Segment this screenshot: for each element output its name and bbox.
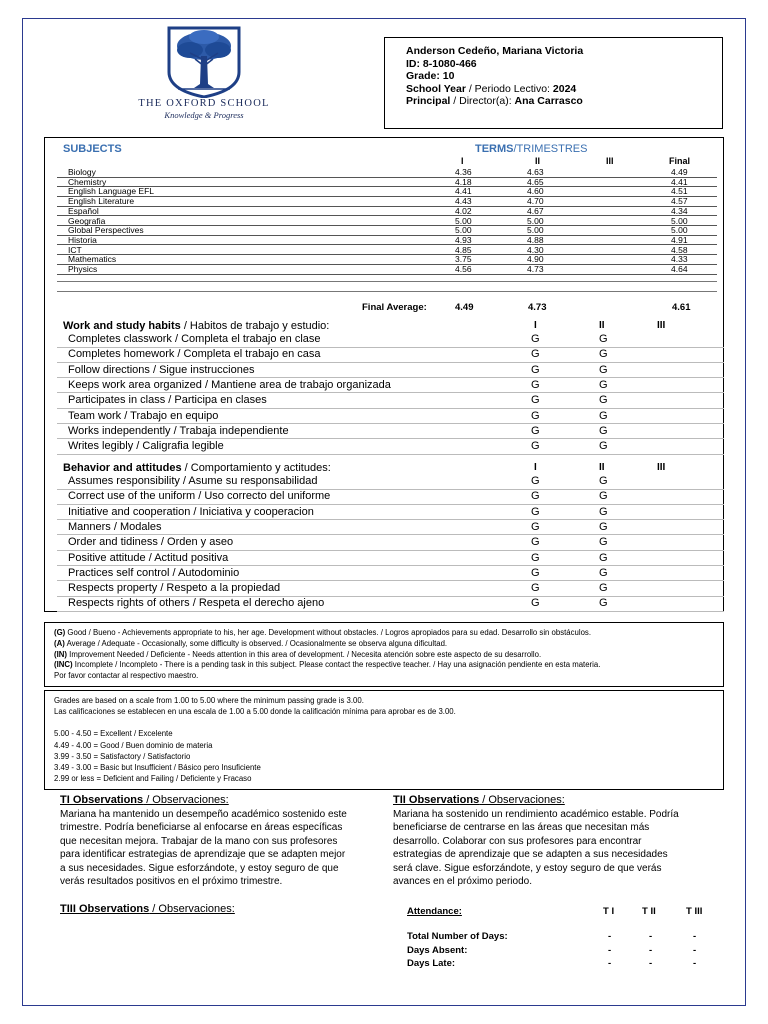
grade-t1: 4.85 <box>455 244 472 255</box>
legend-text: Good / Bueno - Achievements appropriate to his, her age. Development without obstacles. / Logros apropiados para su edad. Desarrollo sin obstáculos. <box>65 628 591 637</box>
habit-grade-t2: G <box>599 378 608 391</box>
habit-grade-t1: G <box>531 378 540 391</box>
subject-name: Chemistry <box>68 176 107 187</box>
habit-row <box>57 378 724 394</box>
school-year-line <box>406 83 722 96</box>
scale-range: 5.00 - 4.50 = Excellent / Excelente <box>54 729 173 739</box>
grade-t2: 4.63 <box>527 167 544 177</box>
subject-name: Historia <box>68 234 97 245</box>
grade-t1: 4.36 <box>455 167 472 177</box>
behavior-grade-t1: G <box>531 536 540 549</box>
behavior-grade-t1: G <box>531 505 540 518</box>
behavior-grade-t2: G <box>599 566 608 579</box>
grade-t2: 4.88 <box>527 234 544 245</box>
habit-label: Follow directions / Sigue instrucciones <box>68 363 255 376</box>
scale-range: 3.99 - 3.50 = Satisfactory / Satisfactorio <box>54 751 191 761</box>
attendance-label: Days Absent: <box>407 944 468 956</box>
subject-row <box>57 207 717 217</box>
habit-grade-t1: G <box>531 348 540 361</box>
behavior-row <box>57 596 724 612</box>
behavior-row <box>57 551 724 567</box>
habit-grade-t2: G <box>599 409 608 422</box>
habit-grade-t2: G <box>599 424 608 437</box>
scale-range: 4.49 - 4.00 = Good / Buen dominio de materia <box>54 740 213 750</box>
attendance-title: Attendance: <box>407 906 462 917</box>
grade-final: 4.34 <box>671 205 688 216</box>
grade-t1: 4.41 <box>455 186 472 197</box>
legend-item <box>54 660 723 671</box>
subjects-header: SUBJECTS <box>63 143 122 155</box>
subject-name: Biology <box>68 167 96 177</box>
habits-col-1: I <box>534 320 537 331</box>
habit-label: Completes classwork / Completa el trabajo en clase <box>68 333 321 345</box>
attendance-t1: - <box>608 958 612 969</box>
t1-title-es: / Observaciones: <box>143 794 229 806</box>
final-average-t2: 4.73 <box>528 302 547 313</box>
t2-title-en: TII Observations <box>393 794 480 806</box>
grade-t1: 4.93 <box>455 234 472 245</box>
attendance-label: Total Number of Days: <box>407 931 508 942</box>
scale-line-1: Grades are based on a scale from 1.00 to 5.00 where the minimum passing grade is 3.00. <box>54 696 364 705</box>
legend-code: (IN) <box>54 649 67 659</box>
habit-grade-t1: G <box>531 424 540 437</box>
grade-t2: 4.30 <box>527 244 544 255</box>
grade-t1: 5.00 <box>455 225 472 236</box>
behavior-grade-t2: G <box>599 475 608 487</box>
behavior-grade-t2: G <box>599 505 608 518</box>
observation-line: verás resultados positivos en el próximo trimestre. <box>60 876 283 888</box>
behavior-grade-t1: G <box>531 551 540 564</box>
subject-row <box>57 168 717 178</box>
habit-label: Completes homework / Completa el trabajo en casa <box>68 348 321 361</box>
legend-text: Improvement Needed / Deficiente - Needs attention in this area of development. / Necesita atención sobre este aspecto de su desarrollo. <box>67 649 542 659</box>
grade-final: 4.41 <box>671 176 688 187</box>
habit-grade-t2: G <box>599 348 608 361</box>
subject-name: Español <box>68 205 99 216</box>
scale-line-2: Las calificaciones se establecen en una escala de 1.00 a 5.00 donde la calificación mínima para aprobar es de 3.00. <box>54 707 456 717</box>
behavior-row <box>57 474 724 490</box>
student-name: Anderson Cedeño, Mariana Victoria <box>406 45 584 57</box>
year-label: School Year <box>406 82 466 95</box>
legend-code: (INC) <box>54 660 73 670</box>
behavior-label: Initiative and cooperation / Iniciativa y cooperacion <box>68 505 314 518</box>
attendance-t1: - <box>608 931 612 942</box>
subject-row <box>57 246 717 256</box>
behavior-row <box>57 489 724 505</box>
t1-observations-text <box>60 808 347 888</box>
grade-t1: 4.56 <box>455 264 472 274</box>
grade-final: 4.91 <box>671 234 688 245</box>
behavior-label: Correct use of the uniform / Uso correcto del uniforme <box>68 490 331 503</box>
behavior-grade-t2: G <box>599 597 608 610</box>
grade-t1: 4.18 <box>455 176 472 187</box>
behavior-label: Manners / Modales <box>68 520 162 533</box>
t3-title-en: TIII Observations <box>60 903 150 915</box>
habits-col-3: III <box>657 320 666 331</box>
observation-line: estrategias de aprendizaje que se adapten a sus necesidades <box>393 849 668 861</box>
behavior-col-1: I <box>534 462 537 473</box>
attendance-t2: - <box>649 931 653 942</box>
principal-name: Ana Carrasco <box>514 95 583 107</box>
behavior-grade-t1: G <box>531 582 540 595</box>
scale-ranges <box>54 728 723 784</box>
student-info-box <box>384 37 723 129</box>
behavior-label: Assumes responsibility / Asume su responsabilidad <box>68 475 318 487</box>
school-motto: Knowledge & Progress <box>164 110 244 120</box>
student-name-line <box>406 45 722 58</box>
observation-line: Mariana ha mantenido un desempeño académico sostenido este <box>60 809 347 820</box>
terms-en: TERMS <box>475 143 514 155</box>
behavior-row <box>57 505 724 521</box>
subject-name: Physics <box>68 264 98 274</box>
habit-row <box>57 439 724 455</box>
grade-t2: 5.00 <box>527 215 544 226</box>
subject-name: Global Perspectives <box>68 225 144 236</box>
legend-code: (G) <box>54 628 66 637</box>
grade-final: 5.00 <box>671 225 688 236</box>
subject-row <box>57 265 717 275</box>
observation-line: será clave. Sigue esforzándote, y estoy seguro de que verás <box>393 862 662 874</box>
habit-label: Team work / Trabajo en equipo <box>68 409 219 422</box>
observation-line: Mariana ha sostenido un rendimiento académico estable. Podría <box>393 809 679 820</box>
year-label-es: / Periodo Lectivo: <box>465 82 553 95</box>
behavior-col-3: III <box>657 462 666 473</box>
principal-label-es: / Director(a): <box>450 95 515 107</box>
grade-final: 4.33 <box>671 254 688 265</box>
grade-final: 4.51 <box>671 186 688 197</box>
attendance-label: Days Late: <box>407 958 456 969</box>
habit-row <box>57 409 724 425</box>
habit-grade-t1: G <box>531 394 540 407</box>
habit-label: Writes legibly / Caligrafia legible <box>68 440 224 453</box>
behavior-label: Respects rights of others / Respeta el derecho ajeno <box>68 597 325 610</box>
grade-t1: 3.75 <box>455 254 472 265</box>
legend-code: (A) <box>54 638 65 648</box>
attendance-t3: - <box>693 944 697 956</box>
scale-range: 2.99 or less = Deficient and Failing / Deficiente y Fracaso <box>54 774 252 784</box>
observation-line: a sus necesidades. Sigue esforzándote, y estoy seguro de que <box>60 862 339 874</box>
habits-title-es: / Habitos de trabajo y estudio: <box>180 320 330 332</box>
attendance-t3: - <box>693 958 697 969</box>
col-term-2: II <box>535 156 541 166</box>
final-average-final: 4.61 <box>672 302 691 313</box>
subject-name: ICT <box>68 244 82 255</box>
habit-label: Participates in class / Participa en clases <box>68 394 267 407</box>
observation-line: avances en el próximo periodo. <box>393 876 532 888</box>
legend-list <box>54 628 723 671</box>
t2-title-es: / Observaciones: <box>479 794 565 806</box>
legend-item <box>54 628 723 639</box>
grade-label: Grade: <box>406 70 440 82</box>
terms-header <box>475 143 587 155</box>
col-term-3: III <box>606 156 614 166</box>
grade-t2: 4.90 <box>527 254 544 265</box>
divider <box>57 291 717 292</box>
attendance-col-t2: T II <box>642 906 656 917</box>
behavior-grade-t2: G <box>599 582 608 595</box>
principal-line <box>406 95 722 108</box>
behavior-title-es: / Comportamiento y actitudes: <box>181 462 331 474</box>
habit-row <box>57 332 724 348</box>
subject-row <box>57 217 717 227</box>
grade-t1: 5.00 <box>455 215 472 226</box>
behavior-grade-t2: G <box>599 536 608 549</box>
behavior-grade-t2: G <box>599 490 608 503</box>
behavior-grade-t1: G <box>531 475 540 487</box>
legend-last-line: Por favor contactar al respectivo maestro. <box>54 671 199 681</box>
grades-box <box>44 137 724 612</box>
t3-title-es: / Observaciones: <box>149 903 235 915</box>
behavior-label: Respects property / Respeto a la propiedad <box>68 582 281 595</box>
subject-name: Geografia <box>68 215 106 226</box>
grade-t1: 4.02 <box>455 205 472 216</box>
grading-scale-box <box>44 690 724 790</box>
t3-observations-title <box>60 903 235 915</box>
t2-observations-text <box>393 808 679 888</box>
habit-grade-t1: G <box>531 363 540 376</box>
habits-col-2: II <box>599 320 605 331</box>
attendance-t3: - <box>693 931 697 942</box>
behavior-title <box>63 462 331 474</box>
legend-text: Incomplete / Incompleto - There is a pending task in this subject. Please contact the respective teacher. / Hay una asignación pendiente en esta materia. <box>72 660 601 670</box>
grade-final: 4.57 <box>671 196 688 207</box>
subject-row <box>57 178 717 188</box>
habit-grade-t1: G <box>531 409 540 422</box>
behavior-grade-t1: G <box>531 520 540 533</box>
subject-row <box>57 226 717 236</box>
habit-row <box>57 363 724 379</box>
behavior-row <box>57 566 724 582</box>
behavior-col-2: II <box>599 462 605 473</box>
tree-emblem-icon <box>118 26 290 98</box>
grade-t2: 4.67 <box>527 205 544 216</box>
final-average-label: Final Average: <box>362 302 427 313</box>
attendance-col-t1: T I <box>603 906 615 917</box>
t1-title-en: TI Observations <box>60 794 144 806</box>
habit-grade-t2: G <box>599 363 608 376</box>
observation-line: que necesitan mejora. Trabajar de la mano con sus profesores <box>60 835 338 847</box>
student-grade-line <box>406 70 722 83</box>
behavior-grade-t1: G <box>531 566 540 579</box>
habit-row <box>57 424 724 440</box>
attendance-t2: - <box>649 944 653 956</box>
behavior-row <box>57 581 724 597</box>
student-id: 8-1080-466 <box>422 57 477 70</box>
final-average-t1: 4.49 <box>455 302 474 313</box>
behavior-row <box>57 535 724 551</box>
t1-observations-title <box>60 794 229 806</box>
legend-item <box>54 639 723 650</box>
school-year: 2024 <box>552 82 577 95</box>
col-final: Final <box>669 156 691 166</box>
student-id-line <box>406 58 722 71</box>
subject-row <box>57 197 717 207</box>
behavior-label: Practices self control / Autodominio <box>68 566 240 579</box>
subject-row <box>57 187 717 197</box>
observation-line: desarrollo. Colaborar con sus profesores para encontrar <box>393 835 642 847</box>
grade-final: 4.58 <box>671 244 688 255</box>
grade-t2: 4.70 <box>527 196 544 207</box>
subject-name: Mathematics <box>68 254 117 265</box>
attendance-col-t3: T III <box>686 906 703 917</box>
subject-name: English Language EFL <box>68 186 155 197</box>
grade-t2: 5.00 <box>527 225 544 236</box>
id-label: ID: <box>406 57 420 70</box>
attendance-t1: - <box>608 944 612 956</box>
grade-t2: 4.65 <box>527 176 544 187</box>
behavior-grade-t2: G <box>599 551 608 564</box>
t2-observations-title <box>393 794 565 806</box>
behavior-title-en: Behavior and attitudes <box>63 462 182 474</box>
subject-row <box>57 236 717 246</box>
behavior-grade-t1: G <box>531 597 540 610</box>
subject-row <box>57 255 717 265</box>
legend-item <box>54 650 723 661</box>
habits-title <box>63 320 329 332</box>
habit-row <box>57 347 724 363</box>
habit-grade-t1: G <box>531 440 540 453</box>
behavior-grade-t2: G <box>599 520 608 533</box>
grade-final: 4.64 <box>671 264 688 274</box>
habits-title-en: Work and study habits <box>63 320 181 332</box>
habit-grade-t2: G <box>599 394 608 407</box>
legend-box <box>44 622 724 687</box>
principal-label: Principal <box>406 95 451 107</box>
habit-row <box>57 393 724 409</box>
observation-line: beneficiarse de centrarse en las áreas que necesitan más <box>393 822 650 834</box>
observation-line: trimestre. Podría beneficiarse al enfocarse en áreas específicas <box>60 822 343 834</box>
attendance-t2: - <box>649 958 653 969</box>
behavior-label: Order and tidiness / Orden y aseo <box>68 536 234 549</box>
subject-name: English Literature <box>68 196 135 207</box>
habit-grade-t2: G <box>599 333 608 345</box>
habit-label: Works independently / Trabaja independiente <box>68 424 289 437</box>
student-grade: 10 <box>442 70 455 82</box>
scale-range: 3.49 - 3.00 = Basic but Insufficient / Básico pero Insuficiente <box>54 763 261 773</box>
habit-grade-t1: G <box>531 333 540 345</box>
behavior-label: Positive attitude / Actitud positiva <box>68 551 229 564</box>
habit-label: Keeps work area organized / Mantiene area de trabajo organizada <box>68 378 391 391</box>
legend-text: Average / Adequate - Occasionally, some difficulty is observed. / Ocasionalmente se observa alguna dificultad. <box>64 638 448 648</box>
behavior-grade-t1: G <box>531 490 540 503</box>
school-name: THE OXFORD SCHOOL <box>138 98 270 109</box>
divider <box>57 281 717 282</box>
observation-line: para identificar estrategias de aprendizaje que se adapten mejor <box>60 849 346 861</box>
grade-t1: 4.43 <box>455 196 472 207</box>
terms-es: /TRIMESTRES <box>513 143 588 155</box>
grade-t2: 4.73 <box>527 264 544 274</box>
grade-final: 5.00 <box>671 215 688 226</box>
grade-t2: 4.60 <box>527 186 544 197</box>
habit-grade-t2: G <box>599 440 608 453</box>
grade-final: 4.49 <box>671 167 688 177</box>
school-logo <box>118 26 290 120</box>
behavior-row <box>57 520 724 536</box>
col-term-1: I <box>461 156 464 166</box>
